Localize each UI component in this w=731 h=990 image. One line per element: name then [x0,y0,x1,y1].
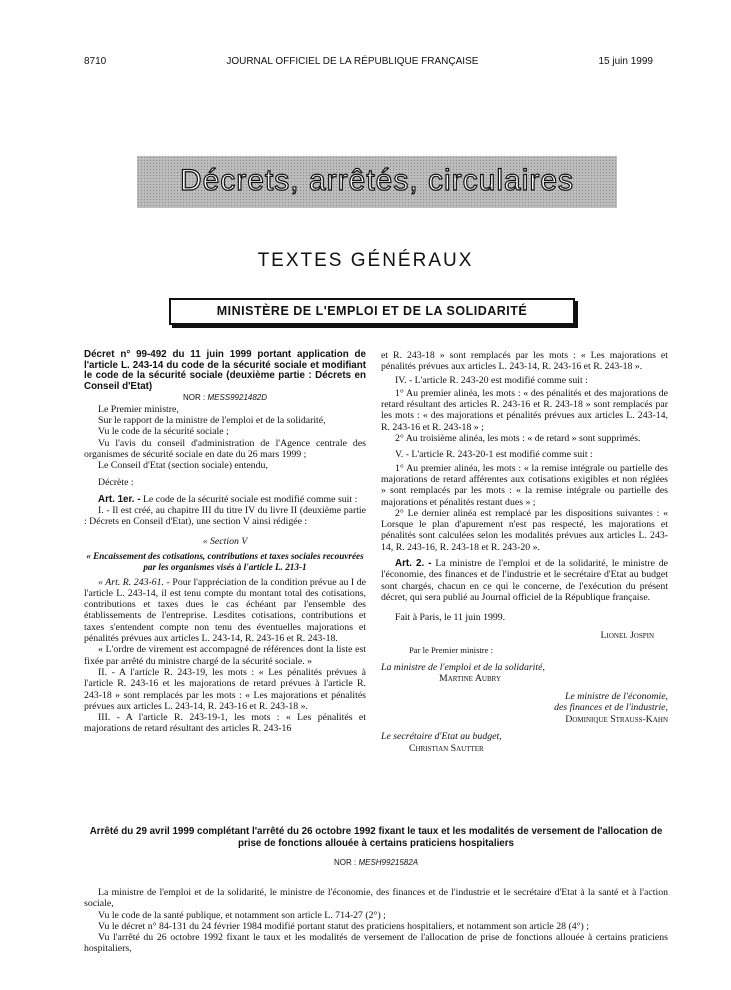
arrete-nor [84,858,668,867]
min-eco-title-1: Le ministre de l'économie, [565,690,668,702]
arrete-paragraph: Vu le code de la santé publique, et notamment son article L. 714-27 (2°) ; [98,909,386,921]
signatures [381,630,668,755]
section-heading: TEXTES GÉNÉRAUX [257,250,474,271]
paragraph-II: II. - A l'article R. 243-19, les mots : « Les pénalités prévues à l'article R. 243-16 et les majorations de retard prévues à l'article R. 243-18 » sont remplacés par les mots : « Les majorations et pénalités prévues aux articles L. 243-14, R. 243-16 et R. 243-18 ». [84,666,366,712]
running-header [84,56,653,67]
paragraph-IV-2: 2° Au troisième alinéa, les mots : « de retard » sont supprimés. [395,433,641,445]
arrete-paragraph: Vu le décret n° 84-131 du 24 février 1984 modifié portant statut des praticiens hospitaliers, et notamment son article 28 (4°) ; [98,920,589,932]
sec-budget-name: Christian Sautter [409,742,484,754]
paragraph-IV-1: 1° Au premier alinéa, les mots : « des pénalités et des majorations de retard résultant des articles R. 243-16 et R. 243-18 » sont remplacés par les mots : « des majorations et pénalités prévues aux articles L. 243-14, R. 243-16 et R. 243-18 » ; [381,387,668,433]
arrete-nor-label: NOR : [333,858,357,867]
arrete-nor-code: MESH9921582A [358,858,419,867]
paragraph-III-cont: et R. 243-18 » sont remplacés par les mots : « Les majorations et pénalités prévues aux articles L. 243-14, R. 243-16 et R. 243-18 ». [381,350,668,373]
preamble-line: Sur le rapport de la ministre de l'emploi et de la solidarité, [98,414,326,426]
article-1 [84,494,366,505]
paragraph-IV: IV. - L'article R. 243-20 est modifié comme suit : [395,374,588,386]
paragraph-I: I. - Il est créé, au chapitre III du titre IV du livre II (deuxième partie : Décrets en Conseil d'Etat), une section V ainsi rédigée : [84,505,366,528]
paragraph-V: V. - L'article R. 243-20-1 est modifié comme suit : [395,449,593,461]
arrete-title: Arrêté du 29 avril 1999 complétant l'arrêté du 26 octobre 1992 fixant le taux et les modalités de versement de l'allocation de prise de fonctions allouée à certains praticiens hospitaliers [89,826,663,849]
article-1-label: Art. 1er. - [98,493,141,505]
banner-title: Décrets, arrêtés, circulaires [179,164,575,197]
page-number: 8710 [84,56,107,67]
par-le-premier-ministre: Par le Premier ministre : [409,645,494,656]
decree-right-column [381,350,668,754]
min-emploi-title: La ministre de l'emploi et de la solidarité, [381,661,545,673]
decree-nor-label: NOR : [182,393,206,403]
journal-title: JOURNAL OFFICIEL DE LA RÉPUBLIQUE FRANÇAISE [226,56,479,67]
arrete-body [84,887,668,955]
preamble-line: Vu le code de la sécurité sociale ; [98,426,229,438]
article-r-243-61 [84,577,366,645]
section-v-heading: « Section V [202,535,248,547]
ministry-box: MINISTÈRE DE L'EMPLOI ET DE LA SOLIDARITÉ [169,298,575,325]
article-2 [381,558,668,603]
arrete-paragraph: La ministre de l'emploi et de la solidarité, le ministre de l'économie, des finances et de l'industrie et le secrétaire d'Etat à la santé et à l'action sociale, [84,887,668,910]
min-emploi-name: Martine Aubry [439,673,501,685]
decree-title: Décret n° 99-492 du 11 juin 1999 portant application de l'article L. 243-14 du code de la sécurité sociale et modifiant le code de la sécurité sociale (deuxième partie : Décrets en Conseil d'Etat) [84,349,366,392]
decree-left-column [84,350,366,735]
min-eco-name: Dominique Strauss-Kahn [565,713,668,725]
paragraph-V-1: 1° Au premier alinéa, les mots : « la remise intégrale ou partielle des majorations de retard afférentes aux cotisations exigibles et non réglées » sont remplacés par les mots : « la remise intégrale ou partielle des majorations et pénalités restant dues » ; [381,462,668,508]
decree-nor [84,392,366,403]
paragraph-ordre: « L'ordre de virement est accompagné de références dont la liste est fixée par arrêté du ministre chargé de la sécurité sociale. » [84,644,366,667]
min-eco-title-2: des finances et de l'industrie, [554,702,668,714]
decrete: Décrète : [98,477,134,489]
article-r-text: - Pour l'appréciation de la condition prévue au I de l'article L. 243-14, il est tenu compte du montant total des cotisations, contributions et taxes dues le cas échéant par l'ensemble des établissements de l'entreprise. Lesdites cotisations, contributions et taxes s'entendent compte non tenu des éventuelles majorations et pénalités prévues aux articles L. 243-14, R. 243-16 et R. 243-18. [84,576,366,645]
issue-date: 15 juin 1999 [598,56,653,67]
article-2-text: La ministre de l'emploi et de la solidarité, le ministre de l'économie, des finances et de l'industrie et le secrétaire d'Etat au budget sont chargés, chacun en ce qui le concerne, de l'exécution du présent décret, qui sera publié au Journal officiel de la République française. [381,558,669,603]
article-1-text: Le code de la sécurité sociale est modifié comme suit : [142,493,358,505]
signature-pm: Lionel Jospin [600,629,654,641]
article-2-label: Art. 2. - [395,558,432,570]
preamble-line: Vu l'avis du conseil d'administration de l'Agence centrale des organismes de sécurité sociale en date du 26 mars 1999 ; [84,437,366,460]
article-r-label: « Art. R. 243-61. [98,576,164,588]
paragraph-III: III. - A l'article R. 243-19-1, les mots : « Les pénalités et majorations de retard résultant des articles R. 243-16 [84,712,366,735]
sec-budget-title: Le secrétaire d'Etat au budget, [381,731,502,743]
decree-nor-code: MESS9921482D [207,393,268,403]
preamble-line: Le Conseil d'Etat (section sociale) entendu, [98,460,268,472]
preamble-line: Le Premier ministre, [98,403,179,415]
section-v-title: « Encaissement des cotisations, contributions et taxes sociales recouvrées par les organismes visés à l'article L. 213-1 [86,550,364,573]
arrete-paragraph: Vu l'arrêté du 26 octobre 1992 fixant le taux et les modalités de versement de l'allocation de prise de fonctions allouée à certains praticiens hospitaliers, [84,932,668,955]
fait-a-paris: Fait à Paris, le 11 juin 1999. [395,612,506,624]
paragraph-V-2: 2° Le dernier alinéa est remplacé par les dispositions suivantes : « Lorsque le plan d'apurement n'est pas respecté, les majorations et pénalités sont calculées selon les modalités prévues aux articles L. 243-14, R. 243-16, R. 243-18 et R. 243-20 ». [381,507,668,553]
